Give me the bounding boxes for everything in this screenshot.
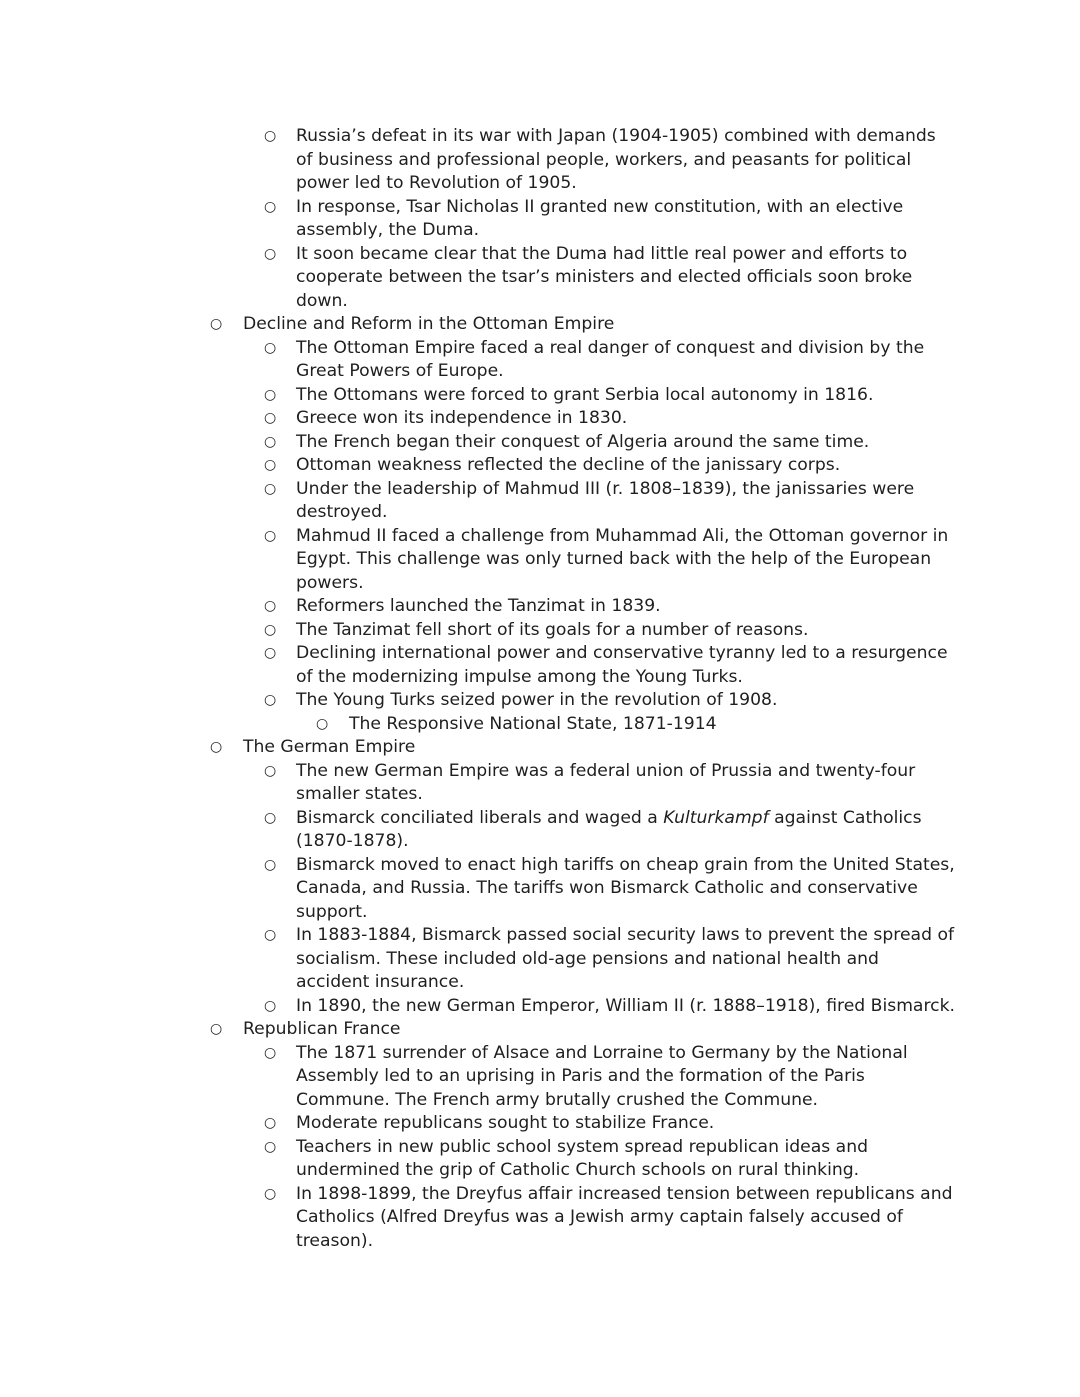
section-heading [0, 313, 963, 337]
bullet-icon: ○ [264, 645, 277, 661]
list-item [0, 924, 956, 995]
list-item-text: In 1898-1899, the Dreyfus affair increased tension between republicans and Catholics (Alfred Dreyfus was a Jewish army captain falsely accused of treason). [296, 1183, 953, 1251]
bullet-icon: ○ [264, 245, 277, 262]
list-item [0, 642, 956, 689]
list-item [0, 431, 956, 455]
list-item [0, 1183, 956, 1254]
list-item-text: Ottoman weakness reflected the decline of the janissary corps. [296, 455, 841, 475]
list-item-text: In 1883-1884, Bismarck passed social security laws to prevent the spread of socialism. These included old-age pensions and national health and accident insurance. [296, 925, 955, 992]
list-item-text: Teachers in new public school system spread republican ideas and undermined the grip of Catholic Church schools on rural thinking. [296, 1136, 868, 1180]
list-item [0, 407, 956, 431]
list-item-text: The Ottoman Empire faced a real danger of conquest and division by the Great Powers of Europe. [296, 337, 925, 381]
list-item-text: Declining international power and conservative tyranny led to a resurgence of the modernizing impulse among the Young Turks. [296, 643, 948, 687]
section-heading [0, 736, 963, 760]
list-item-text: Reformers launched the Tanzimat in 1839. [296, 596, 661, 616]
list-item-text: The new German Empire was a federal union of Prussia and twenty-four smaller states. [296, 760, 916, 804]
list-item [0, 125, 956, 196]
list-item-text: Moderate republicans sought to stabilize France. [296, 1113, 715, 1133]
list-item-text: The 1871 surrender of Alsace and Lorraine to Germany by the National Assembly led to an uprising in Paris and the formation of the Paris Commune. The French army brutally crushed the Commune. [296, 1042, 908, 1110]
list-item-text: It soon became clear that the Duma had little real power and efforts to cooperate between the tsar’s ministers and elected officials soon broke down. [296, 243, 913, 311]
bullet-icon: ○ [264, 856, 277, 873]
list-item-text: Greece won its independence in 1830. [296, 408, 628, 428]
bullet-icon: ○ [210, 316, 223, 332]
bullet-icon: ○ [264, 1044, 277, 1061]
list-item [0, 619, 956, 643]
bullet-icon: ○ [264, 927, 277, 943]
section-heading-text: Republican France [243, 1019, 401, 1039]
bullet-icon: ○ [264, 457, 277, 473]
list-item [0, 807, 956, 854]
list-item [0, 478, 956, 525]
bullet-icon: ○ [264, 198, 277, 215]
list-item-text: Under the leadership of Mahmud III (r. 1808–1839), the janissaries were destroyed. [296, 478, 915, 522]
bullet-icon: ○ [264, 527, 277, 544]
list-item [0, 243, 956, 314]
bullet-icon: ○ [264, 598, 277, 614]
bullet-icon: ○ [264, 1138, 277, 1155]
bullet-icon: ○ [264, 621, 277, 638]
subsection-heading [0, 713, 949, 737]
bullet-icon: ○ [264, 386, 277, 403]
list-item-text: Russia’s defeat in its war with Japan (1904-1905) combined with demands of business and professional people, workers, and peasants for political power led to Revolution of 1905. [296, 126, 936, 193]
list-item [0, 760, 956, 807]
bullet-icon: ○ [264, 1185, 277, 1202]
list-item-text: In response, Tsar Nicholas II granted new constitution, with an elective assembly, the Duma. [296, 196, 904, 240]
subsection-heading-text: The Responsive National State, 1871-1914 [349, 713, 717, 734]
list-item-text: The French began their conquest of Algeria around the same time. [296, 431, 870, 452]
bullet-icon: ○ [264, 480, 277, 497]
section-heading [0, 1018, 963, 1042]
document-page [0, 125, 1080, 1253]
bullet-icon: ○ [264, 433, 277, 450]
bullet-icon: ○ [264, 692, 277, 708]
bullet-icon: ○ [210, 739, 223, 755]
bullet-icon: ○ [264, 339, 277, 356]
section-heading-text: Decline and Reform in the Ottoman Empire [243, 314, 615, 334]
list-item [0, 1042, 956, 1113]
list-item [0, 337, 956, 384]
bullet-icon: ○ [264, 762, 277, 779]
bullet-icon: ○ [264, 128, 277, 144]
list-item-text: In 1890, the new German Emperor, William II (r. 1888–1918), fired Bismarck. [296, 995, 956, 1016]
italic-term: Kulturkampf [663, 807, 769, 828]
bullet-icon: ○ [264, 1115, 277, 1131]
list-item-text: Mahmud II faced a challenge from Muhammad Ali, the Ottoman governor in Egypt. This challenge was only turned back with the help of the European powers. [296, 525, 949, 593]
list-item [0, 1136, 956, 1183]
bullet-icon: ○ [264, 997, 277, 1014]
list-item [0, 595, 956, 619]
list-item [0, 454, 956, 478]
list-item [0, 525, 956, 596]
list-item-text: Bismarck moved to enact high tariffs on cheap grain from the United States, Canada, and Russia. The tariffs won Bismarck Catholic and conservative support. [296, 854, 955, 922]
list-item [0, 995, 956, 1019]
bullet-icon: ○ [210, 1021, 223, 1037]
list-item [0, 196, 956, 243]
bullet-icon: ○ [264, 809, 277, 826]
list-item-text: Bismarck conciliated liberals and waged a Kulturkampf against Catholics (1870-1878). [296, 807, 922, 851]
section-heading-text: The German Empire [243, 737, 416, 757]
list-item [0, 689, 956, 713]
bullet-icon: ○ [316, 715, 329, 732]
list-item [0, 384, 956, 408]
list-item-text: The Ottomans were forced to grant Serbia local autonomy in 1816. [296, 384, 874, 405]
bullet-icon: ○ [264, 410, 277, 426]
list-item [0, 1112, 956, 1136]
list-item-text: The Young Turks seized power in the revolution of 1908. [296, 690, 778, 710]
list-item [0, 854, 956, 925]
list-item-text: The Tanzimat fell short of its goals for a number of reasons. [296, 619, 809, 640]
